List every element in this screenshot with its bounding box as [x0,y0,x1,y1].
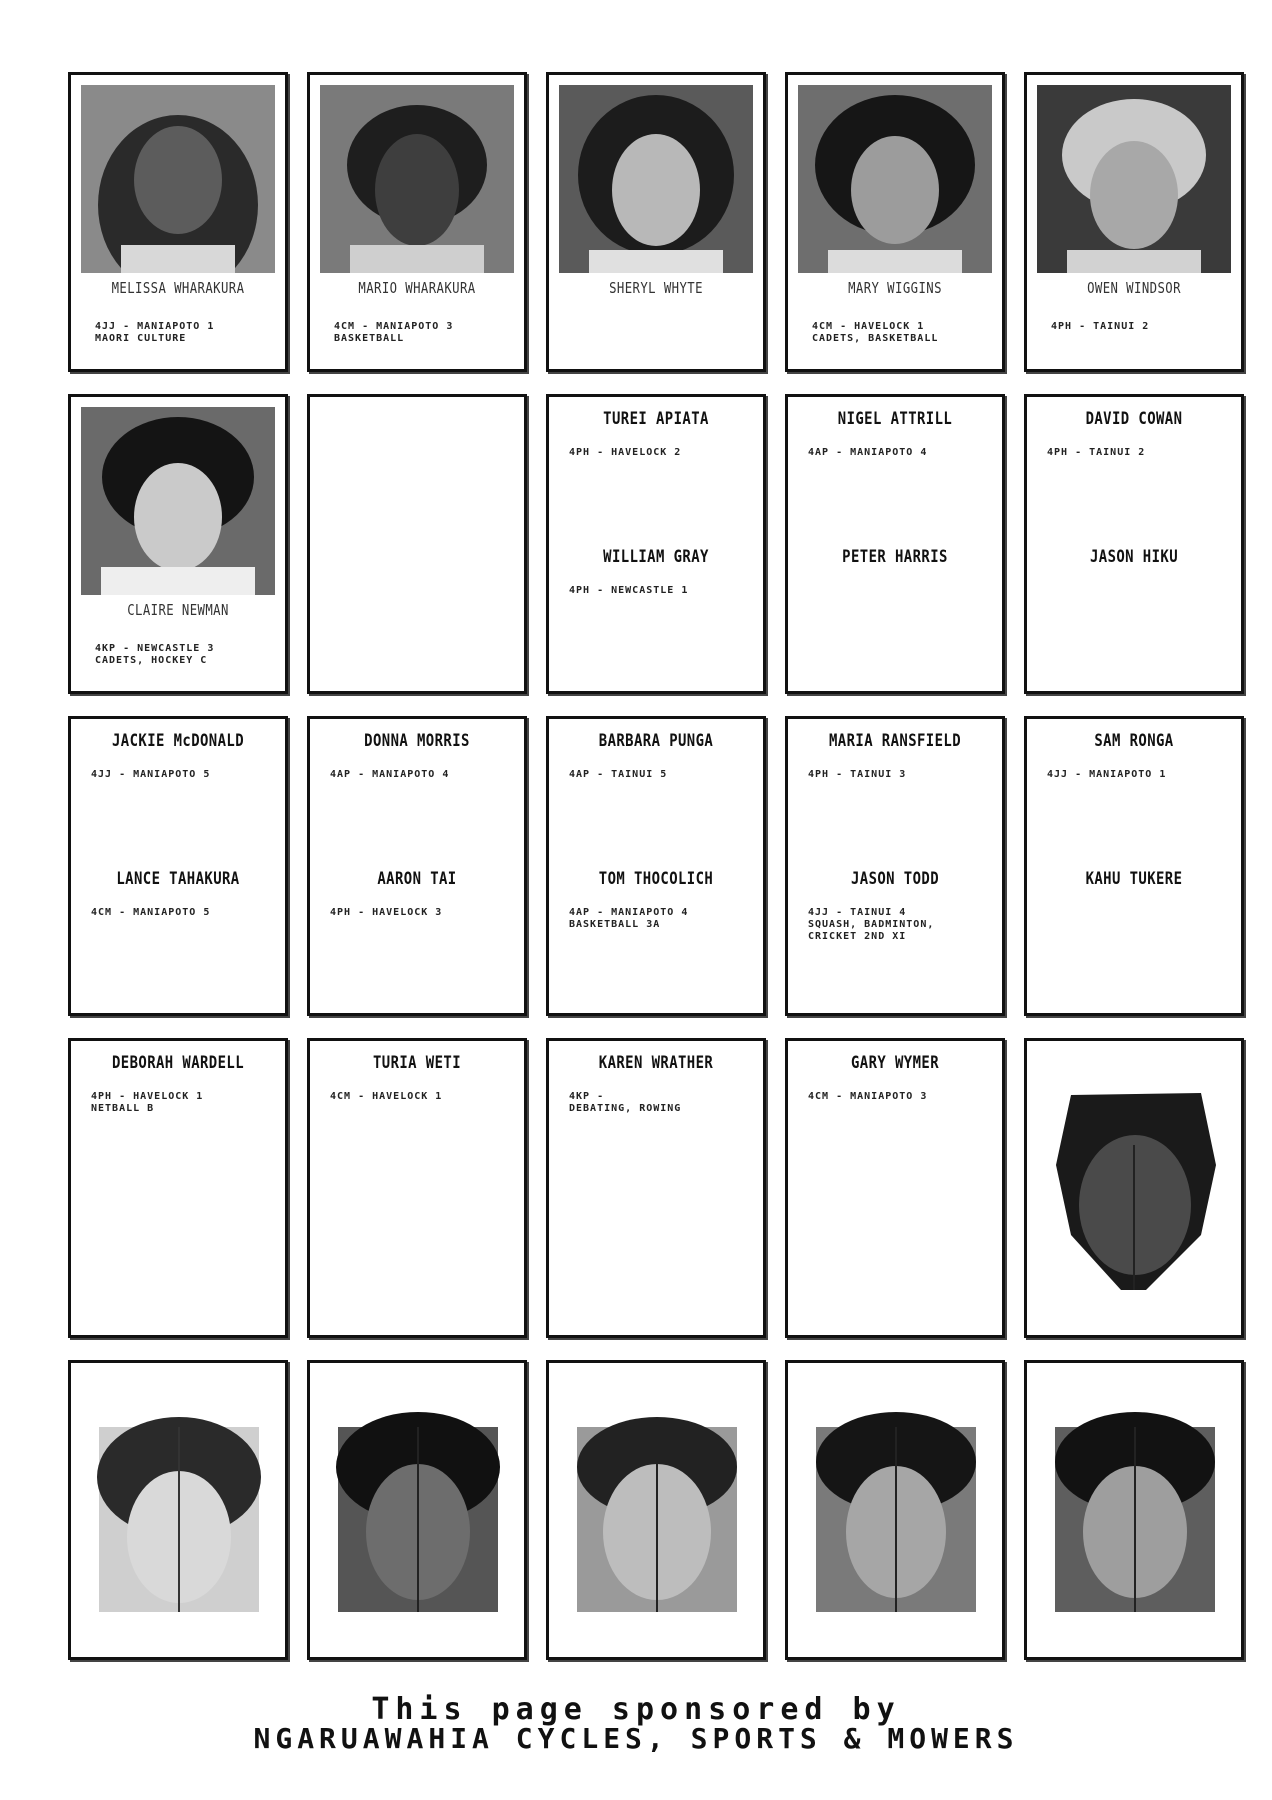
student-card-pair [1024,394,1244,694]
sponsor-footer [0,1692,1272,1755]
student-card-pair [785,394,1005,694]
student-entry [549,869,763,931]
mystery-face-card [785,1360,1005,1660]
student-entry [788,1053,1002,1103]
student-info: 4CM - MANIAPOTO 3 [808,1091,928,1102]
student-card-pair [546,394,766,694]
student-info: 4PH - NEWCASTLE 1 [569,585,689,596]
student-name: AARON TAI [377,869,457,889]
student-entry [788,547,1002,585]
student-info: 4PH - TAINUI 2 [1047,447,1146,458]
student-name: BARBARA PUNGA [598,731,714,751]
student-name: JASON HIKU [1089,547,1179,567]
student-entry [1027,731,1241,781]
student-name: GARY WYMER [850,1053,940,1073]
student-info: 4AP - MANIAPOTO 4 BASKETBALL 3A [569,907,689,930]
student-name: KAHU TUKERE [1085,869,1183,889]
student-info: 4CM - MANIAPOTO 5 [91,907,211,918]
mystery-face-card [307,1360,527,1660]
student-photo [1037,85,1231,273]
cutout-face-image [1051,1085,1219,1293]
student-name: TURIA WETI [372,1053,462,1073]
student-entry [1027,409,1241,459]
student-info: 4KP - NEWCASTLE 3 CADETS, HOCKEY C [95,643,215,666]
sponsor-line: This page sponsored by [371,1692,901,1727]
student-entry [1027,869,1241,907]
student-card [546,1038,766,1338]
student-name: MARIA RANSFIELD [828,731,962,751]
student-card-sheryl [546,72,766,372]
student-name: SHERYL WHYTE [609,279,703,297]
split-face-image [1051,1407,1219,1615]
student-name: JASON TODD [850,869,940,889]
student-card-pair [785,716,1005,1016]
student-info: 4PH - HAVELOCK 3 [330,907,443,918]
student-info: 4JJ - MANIAPOTO 5 [91,769,211,780]
mystery-face-card [1024,1038,1244,1338]
student-entry [788,409,1002,459]
student-entry [71,1053,285,1115]
student-card-pair [68,716,288,1016]
split-face-image [812,1407,980,1615]
split-face-image [334,1407,502,1615]
portrait-image [559,85,753,273]
student-card-pair [1024,716,1244,1016]
student-name: DEBORAH WARDELL [111,1053,245,1073]
student-entry [71,869,285,919]
student-info: 4PH - TAINUI 2 [1051,321,1150,332]
student-name: LANCE TAHAKURA [116,869,240,889]
student-name: MARIO WHARAKURA [358,279,476,297]
student-name: KAREN WRATHER [598,1053,714,1073]
student-info: 4AP - MANIAPOTO 4 [330,769,450,780]
student-card-melissa [68,72,288,372]
student-entry [549,409,763,459]
student-name: CLAIRE NEWMAN [127,601,229,619]
portrait-image [1037,85,1231,273]
portrait-image [81,407,275,595]
student-photo [81,85,275,273]
student-card [68,1038,288,1338]
student-entry [310,869,524,919]
student-entry [71,731,285,781]
student-entry [549,547,763,597]
student-photo [798,85,992,273]
student-name: MELISSA WHARAKURA [111,279,245,297]
student-info: 4JJ - MANIAPOTO 1 [1047,769,1167,780]
student-photo [559,85,753,273]
student-photo [81,407,275,595]
empty-card [307,394,527,694]
student-card-grid [68,72,1244,1660]
student-info: 4PH - TAINUI 3 [808,769,907,780]
mystery-face-card [68,1360,288,1660]
student-photo [320,85,514,273]
student-name: DONNA MORRIS [364,731,470,751]
student-card-pair [307,716,527,1016]
student-name: MARY WIGGINS [848,279,942,297]
student-card [785,1038,1005,1338]
student-info: 4CM - MANIAPOTO 3 BASKETBALL [334,321,454,344]
student-info: 4AP - MANIAPOTO 4 [808,447,928,458]
student-entry [549,731,763,781]
student-info: 4PH - HAVELOCK 1 NETBALL B [91,1091,204,1114]
student-card-owen [1024,72,1244,372]
student-info: 4AP - TAINUI 5 [569,769,668,780]
student-name: OWEN WINDSOR [1087,279,1181,297]
student-name: TOM THOCOLICH [598,869,714,889]
student-info: 4KP - DEBATING, ROWING [569,1091,682,1114]
student-info: 4JJ - MANIAPOTO 1 MAORI CULTURE [95,321,215,344]
student-entry [310,731,524,781]
student-info: 4PH - HAVELOCK 2 [569,447,682,458]
mystery-face-card [1024,1360,1244,1660]
student-entry [788,869,1002,943]
split-face-image [95,1407,263,1615]
student-card-mario [307,72,527,372]
student-name: NIGEL ATTRILL [837,409,953,429]
student-info: 4CM - HAVELOCK 1 CADETS, BASKETBALL [812,321,939,344]
student-name: SAM RONGA [1094,731,1174,751]
portrait-image [798,85,992,273]
student-name: JACKIE McDONALD [111,731,245,751]
student-entry [1027,547,1241,585]
mystery-face-card [546,1360,766,1660]
student-info: 4CM - HAVELOCK 1 [330,1091,443,1102]
portrait-image [81,85,275,273]
student-card [307,1038,527,1338]
student-entry [788,731,1002,781]
student-entry [549,1053,763,1115]
student-card-pair [546,716,766,1016]
portrait-image [320,85,514,273]
student-name: DAVID COWAN [1085,409,1183,429]
student-name: WILLIAM GRAY [603,547,709,567]
student-info: 4JJ - TAINUI 4 SQUASH, BADMINTON, CRICKET 2ND XI [808,907,935,942]
student-entry [310,1053,524,1103]
student-name: TUREI APIATA [603,409,709,429]
student-card-claire [68,394,288,694]
split-face-image [573,1407,741,1615]
student-name: PETER HARRIS [842,547,948,567]
sponsor-name: NGARUAWAHIA CYCLES, SPORTS & MOWERS [253,1722,1019,1755]
student-card-mary [785,72,1005,372]
